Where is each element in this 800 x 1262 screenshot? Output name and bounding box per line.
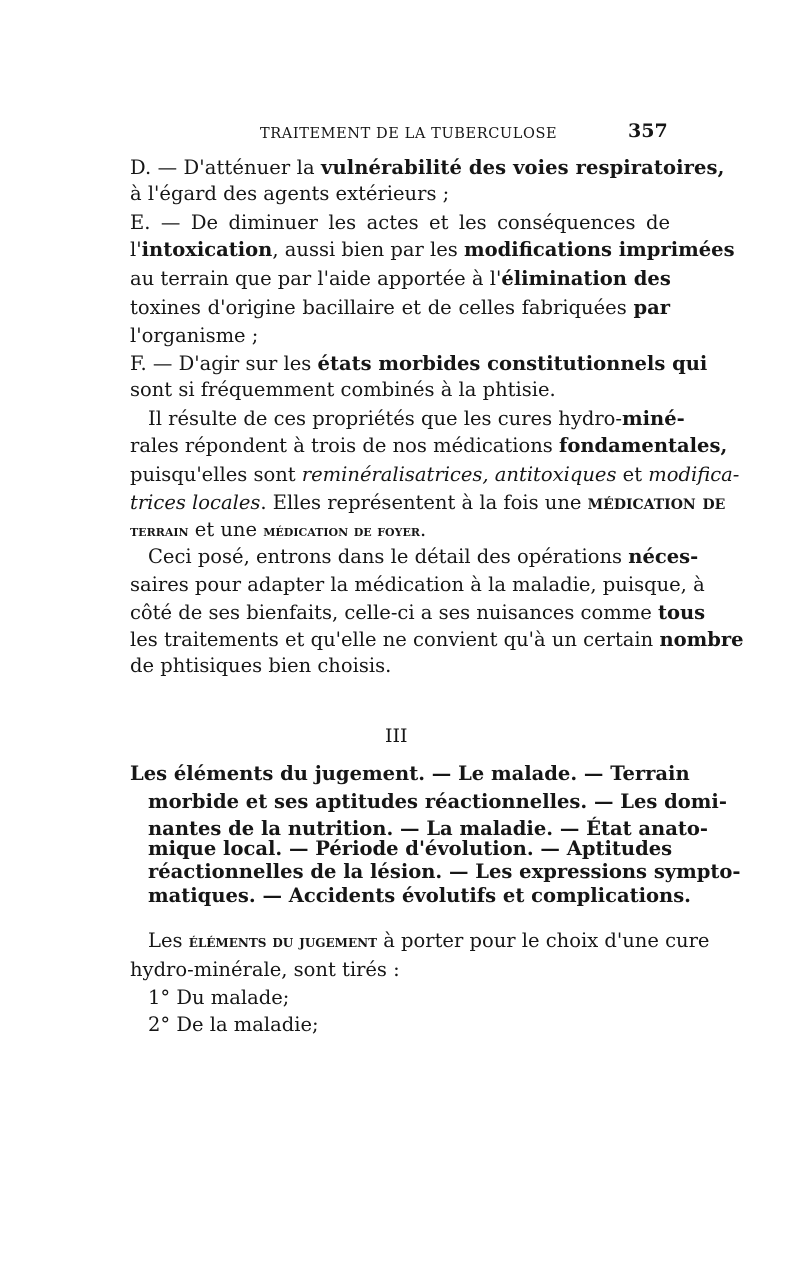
paragraph-2-line-4: les traitements et qu'elle ne convient qu'à un certain nombre xyxy=(130,628,744,651)
item-e-line-3: au terrain que par l'aide apportée à l'élimination des xyxy=(130,267,671,290)
item-e-line-4: toxines d'origine bacillaire et de celles fabriquées par xyxy=(130,296,670,319)
bold-phrase: intoxication xyxy=(141,238,273,261)
section-summary-line: matiques. — Accidents évolutifs et complications. xyxy=(148,884,691,907)
paragraph-line-5: terrain et une médication de foyer. xyxy=(130,518,427,541)
bold-phrase: vulnérabilité des voies respiratoires, xyxy=(321,156,725,179)
small-caps-phrase: terrain xyxy=(130,521,189,540)
small-caps-phrase: médication de foyer xyxy=(263,521,420,540)
item-e-line-2: l'intoxication, aussi bien par les modifications imprimées xyxy=(130,238,735,261)
bold-phrase: élimination des xyxy=(501,267,671,290)
item-f-line-1: F. — D'agir sur les états morbides constitutionnels qui xyxy=(130,352,708,375)
bold-phrase: nombre xyxy=(659,628,744,651)
paragraph-line-1: Il résulte de ces propriétés que les cures hydro-miné- xyxy=(148,407,685,430)
paragraph-2-line-1: Ceci posé, entrons dans le détail des opérations néces- xyxy=(148,545,699,568)
paragraph-2-line-2: saires pour adapter la médication à la maladie, puisque, à xyxy=(130,573,705,596)
item-d-line-2: à l'égard des agents extérieurs ; xyxy=(130,182,450,205)
closing-line-1: Les éléments du jugement à porter pour le choix d'une cure xyxy=(148,929,710,952)
item-f-line-2: sont si fréquemment combinés à la phtisie. xyxy=(130,378,556,401)
small-caps-phrase: éléments du jugement xyxy=(188,932,378,952)
running-title: TRAITEMENT DE LA TUBERCULOSE xyxy=(260,126,558,142)
bold-phrase: fondamentales, xyxy=(558,434,728,457)
item-e-line-5: l'organisme ; xyxy=(130,324,259,347)
section-summary-line: Les éléments du jugement. — Le malade. — Terrain xyxy=(130,762,690,785)
bold-phrase: néces- xyxy=(628,545,699,568)
section-summary-line: mique local. — Période d'évolution. — Aptitudes xyxy=(148,837,673,860)
section-numeral: III xyxy=(385,725,408,747)
paragraph-line-2: rales répondent à trois de nos médications fondamentales, xyxy=(130,434,728,457)
italic-phrase: trices locales xyxy=(130,491,261,514)
list-item: 2° De la maladie; xyxy=(148,1013,319,1036)
paragraph-2-line-5: de phtisiques bien choisis. xyxy=(130,654,392,677)
bold-phrase: miné- xyxy=(622,407,685,430)
italic-phrase: modifica- xyxy=(648,463,740,486)
bold-phrase: états morbides constitutionnels qui xyxy=(317,352,708,375)
bold-phrase: modifications imprimées xyxy=(464,238,735,261)
paragraph-2-line-3: côté de ses bienfaits, celle-ci a ses nuisances comme tous xyxy=(130,601,706,624)
page-number: 357 xyxy=(628,120,668,142)
bold-phrase: par xyxy=(633,296,670,319)
paragraph-line-4: trices locales. Elles représentent à la fois une médication de xyxy=(130,491,726,514)
paragraph-line-3: puisqu'elles sont reminéralisatrices, antitoxiques et modifica- xyxy=(130,463,740,486)
section-summary-line: réactionnelles de la lésion. — Les expressions sympto- xyxy=(148,860,741,883)
list-item: 1° Du malade; xyxy=(148,986,290,1009)
item-d-line-1: D. — D'atténuer la vulnérabilité des voies respiratoires, xyxy=(130,156,725,179)
italic-phrase: reminéralisatrices, antitoxiques xyxy=(301,463,617,486)
section-summary-line: nantes de la nutrition. — La maladie. — État anato- xyxy=(148,817,708,840)
bold-phrase: tous xyxy=(657,601,706,624)
closing-line-2: hydro-minérale, sont tirés : xyxy=(130,958,400,981)
item-e-line-1: E. — De diminuer les actes et les conséquences de xyxy=(130,211,670,234)
small-caps-phrase: médication de xyxy=(587,491,726,514)
section-summary-line: morbide et ses aptitudes réactionnelles. — Les domi- xyxy=(148,790,727,813)
